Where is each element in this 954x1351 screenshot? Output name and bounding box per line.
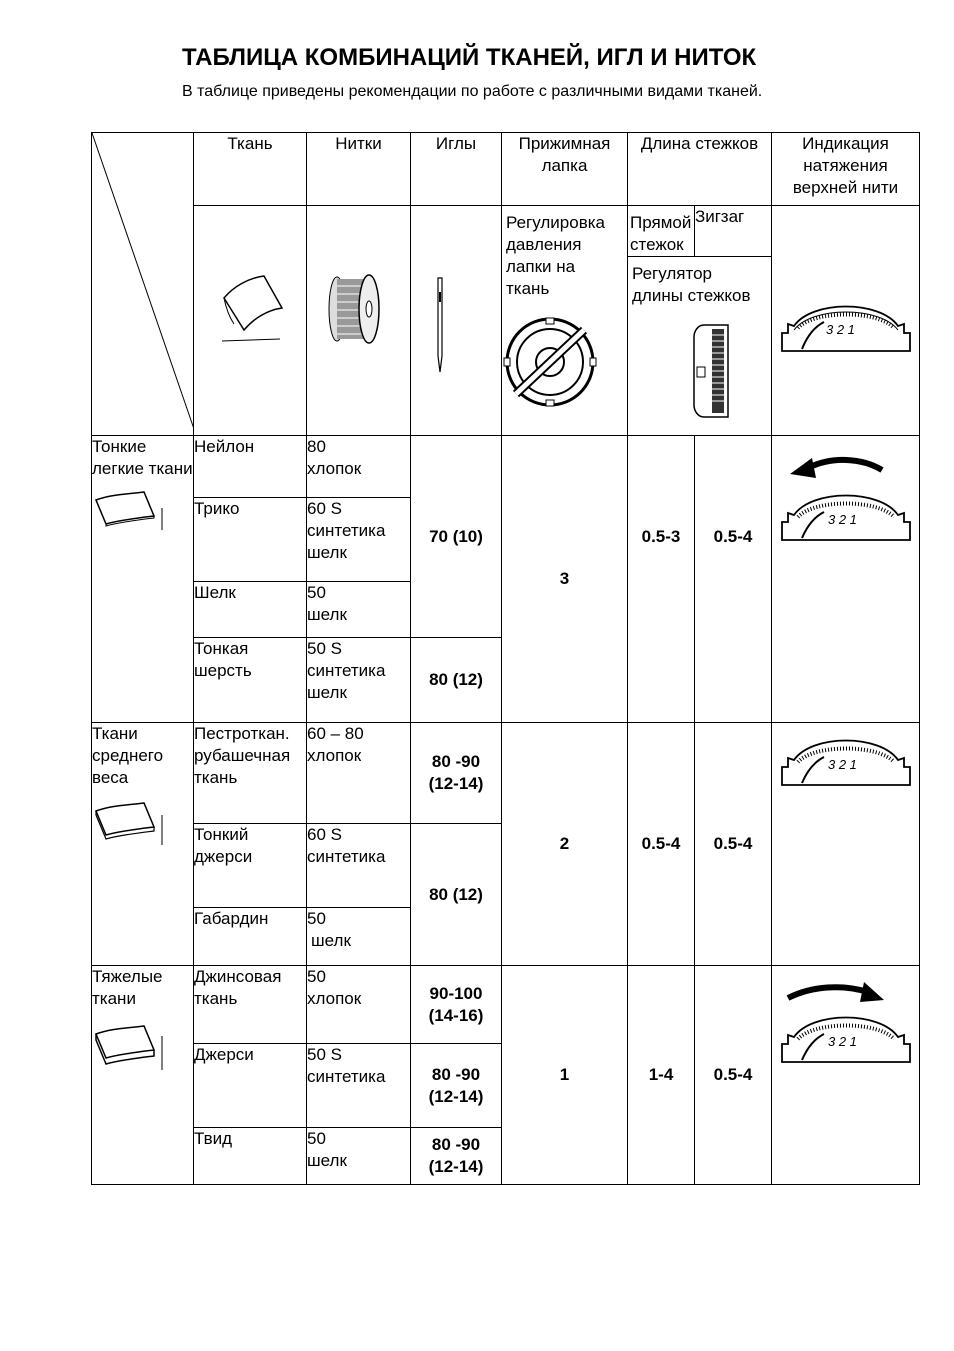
thread-jersey-number: 50 S — [307, 1045, 342, 1064]
straight-heavy: 1-4 — [628, 966, 695, 1185]
needle-80-medium: 80 (12) — [411, 824, 502, 966]
foot-light: 3 — [502, 436, 628, 723]
tension-increase-icon — [772, 966, 920, 1076]
tension-dial-icon — [772, 206, 920, 428]
zigzag-label: Зигзаг — [695, 206, 772, 257]
thread-fine-wool — [307, 638, 411, 723]
needle-80-90-jersey: 80 -90 (12-14) — [411, 1044, 502, 1128]
category-heavy — [92, 966, 194, 1185]
thread-silk-number: 50 — [307, 583, 326, 602]
thread-image-cell — [307, 206, 411, 436]
page-title: ТАБЛИЦА КОМБИНАЦИЙ ТКАНЕЙ, ИГЛ И НИТОК — [182, 44, 757, 71]
thread-tweed-number: 50 — [307, 1129, 326, 1148]
thread-jersey-type: синтетика — [307, 1067, 386, 1086]
fabric-shirting: Пестроткан. рубашечная ткань — [194, 723, 307, 824]
thread-spool-icon — [307, 206, 411, 428]
needle-90-100: 90-100 (14-16) — [411, 966, 502, 1044]
thread-tweed-type: шелк — [307, 1151, 347, 1170]
thread-tricot-type: синтетика шелк — [307, 521, 386, 562]
zigzag-heavy: 0.5-4 — [695, 966, 772, 1185]
fabric-icon — [194, 206, 307, 428]
length-regulator-cell — [628, 257, 772, 436]
fabric-needle-thread-table — [91, 132, 920, 1185]
fabric-jersey: Джерси — [194, 1044, 307, 1128]
tension-light-cell — [772, 436, 920, 723]
thread-thin-jersey-number: 60 S — [307, 825, 342, 844]
header-needles: Иглы — [411, 133, 502, 206]
tension-heavy-cell — [772, 966, 920, 1185]
tension-dial-header-cell — [772, 206, 920, 436]
needle-80-90-tweed: 80 -90 (12-14) — [411, 1128, 502, 1185]
fabric-image-cell — [194, 206, 307, 436]
thread-fine-wool-type: синтетика шелк — [307, 661, 386, 702]
needle-icon — [411, 206, 502, 428]
thread-thin-jersey — [307, 824, 411, 908]
category-medium — [92, 723, 194, 966]
thread-shirting-number: 60 – 80 — [307, 724, 364, 743]
tension-medium-numbers: 3 2 1 — [828, 757, 857, 772]
header-tension: Индикация натяжения верхней нити — [772, 133, 920, 206]
category-heavy-label: Тяжелые ткани — [92, 967, 163, 1008]
length-regulator-label: Регулятор длины стежков — [632, 264, 751, 305]
straight-stitch-label: Прямой стежок — [628, 206, 695, 257]
fabric-thin-jersey: Тонкий джерси — [194, 824, 307, 908]
thread-gabardine-type: шелк — [311, 931, 351, 950]
header-foot: Прижимная лапка — [502, 133, 628, 206]
medium-fabric-icon — [92, 789, 182, 859]
category-medium-label: Ткани среднего веса — [92, 724, 164, 787]
thread-denim — [307, 966, 411, 1044]
zigzag-light-cell — [695, 436, 772, 723]
header-thread: Нитки — [307, 133, 411, 206]
straight-medium: 0.5-4 — [628, 723, 695, 966]
needle-80-90-medium: 80 -90 (12-14) — [411, 723, 502, 824]
thread-fine-wool-number: 50 S — [307, 639, 342, 658]
diagonal-corner-cell — [92, 133, 194, 436]
fabric-nylon: Нейлон — [194, 436, 307, 498]
foot-medium: 2 — [502, 723, 628, 966]
thread-nylon — [307, 436, 411, 498]
thread-denim-number: 50 — [307, 967, 326, 986]
diagonal-line — [92, 133, 194, 429]
foot-pressure-label: Регулировка давления лапки на ткань — [506, 213, 605, 298]
thread-denim-type: хлопок — [307, 989, 362, 1008]
thread-gabardine — [307, 908, 411, 966]
thread-tricot-number: 60 S — [307, 499, 342, 518]
length-regulator-icon — [628, 307, 772, 435]
tension-decrease-icon — [772, 436, 920, 556]
zigzag-light: 0.5-4 — [713, 527, 753, 546]
thread-gabardine-number: 50 — [307, 909, 326, 928]
tension-normal-icon — [772, 723, 920, 813]
needle-image-cell — [411, 206, 502, 436]
foot-heavy: 1 — [502, 966, 628, 1185]
fabric-fine-wool: Тонкая шерсть — [194, 638, 307, 723]
thread-shirting-type: хлопок — [307, 746, 362, 765]
category-light — [92, 436, 194, 723]
fabric-tricot: Трико — [194, 498, 307, 582]
thin-fabric-icon — [92, 480, 182, 540]
foot-pressure-cell — [502, 206, 628, 436]
thread-tweed — [307, 1128, 411, 1185]
tension-light-numbers: 3 2 1 — [828, 512, 857, 527]
needle-80-light: 80 (12) — [411, 638, 502, 723]
header-fabric: Ткань — [194, 133, 307, 206]
header-stitch-length: Длина стежков — [628, 133, 772, 206]
thread-shirting — [307, 723, 411, 824]
thread-silk-type: шелк — [307, 605, 347, 624]
thread-silk — [307, 582, 411, 638]
thread-jersey — [307, 1044, 411, 1128]
fabric-denim: Джинсовая ткань — [194, 966, 307, 1044]
heavy-fabric-icon — [92, 1010, 182, 1080]
fabric-silk: Шелк — [194, 582, 307, 638]
tension-heavy-numbers: 3 2 1 — [828, 1034, 857, 1049]
tension-dial-numbers: 3 2 1 — [826, 322, 855, 337]
category-light-label: Тонкие легкие ткани — [92, 437, 193, 478]
straight-light-cell — [628, 436, 695, 723]
fabric-tweed: Твид — [194, 1128, 307, 1185]
thread-nylon-number: 80 — [307, 437, 326, 456]
thread-nylon-type: хлопок — [307, 459, 362, 478]
page-subtitle: В таблице приведены рекомендации по работе с различными видами тканей. — [182, 83, 763, 100]
needle-70: 70 (10) — [411, 436, 502, 638]
straight-light: 0.5-3 — [641, 527, 681, 546]
fabric-gabardine: Габардин — [194, 908, 307, 966]
thread-tricot — [307, 498, 411, 582]
zigzag-medium: 0.5-4 — [695, 723, 772, 966]
thread-thin-jersey-type: синтетика — [307, 847, 386, 866]
pressure-dial-icon — [502, 312, 628, 412]
tension-medium-cell — [772, 723, 920, 966]
